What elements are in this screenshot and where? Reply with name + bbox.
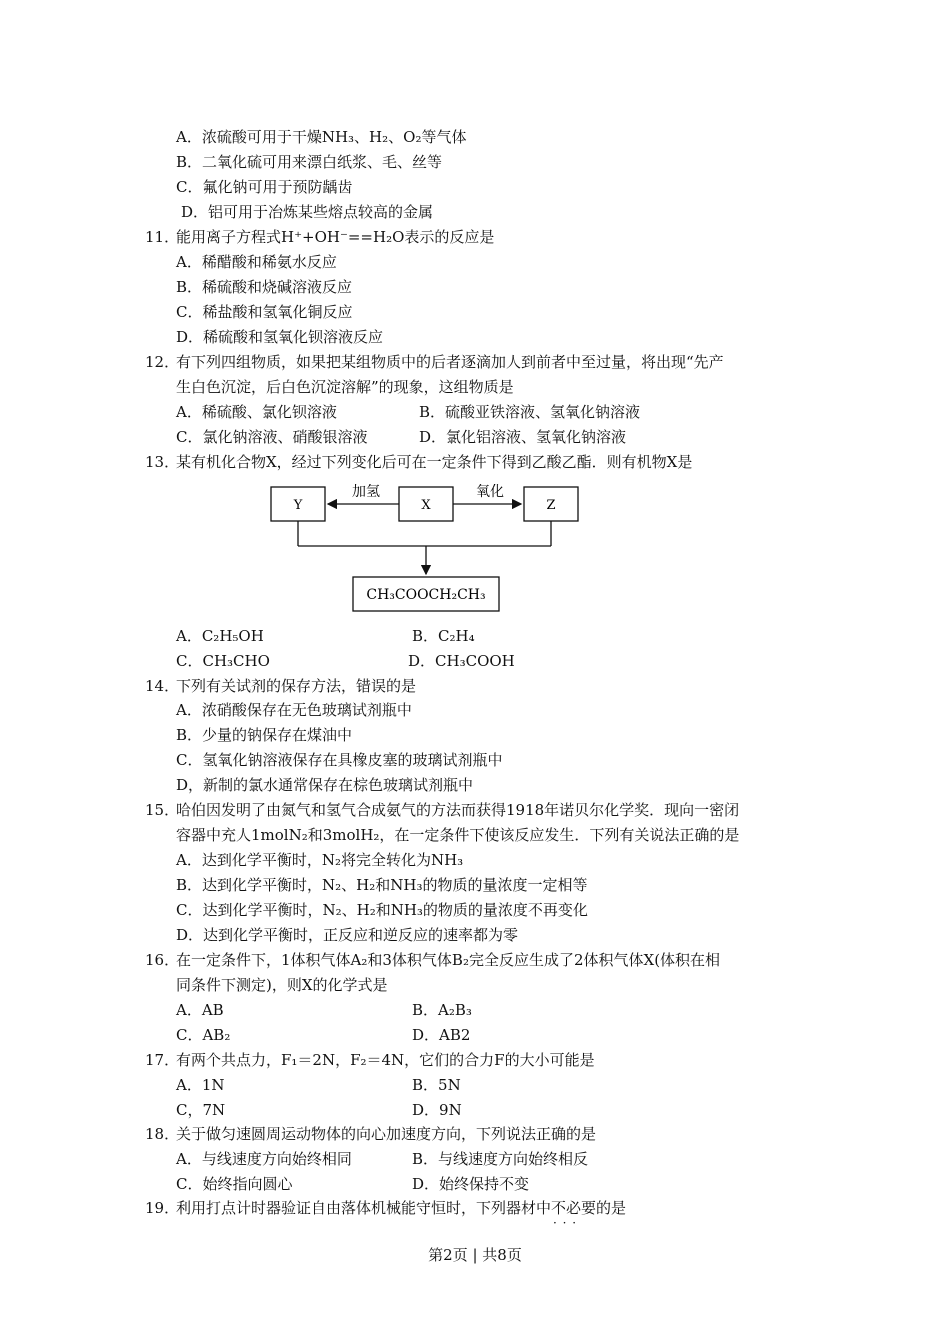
q12-text-1: 有下列四组物质，如果把某组物质中的后者逐滴加人到前者中至过量，将出现“先产 <box>176 353 724 371</box>
q15-stem-line1 <box>145 800 739 820</box>
q16-number: 16． <box>145 951 180 969</box>
q14-option-d: D，新制的氯水通常保存在棕色玻璃试剂瓶中 <box>176 776 474 794</box>
q17-number: 17． <box>145 1051 180 1069</box>
q12-option-a: A．稀硫酸、氯化钡溶液 <box>176 403 337 421</box>
q16-option-a: A．AB <box>176 1001 224 1019</box>
q12-option-c: C．氯化钠溶液、硝酸银溶液 <box>176 428 368 446</box>
q18-number: 18． <box>145 1125 180 1143</box>
q17-option-d: D．9N <box>412 1101 462 1119</box>
box-y-label: Y <box>293 498 303 513</box>
q10-option-d: D．铝可用于冶炼某些熔点较高的金属 <box>181 203 434 221</box>
q19-stem <box>145 1198 626 1218</box>
q15-option-d: D．达到化学平衡时，正反应和逆反应的速率都为零 <box>176 926 519 944</box>
q10-option-c: C．氟化钠可用于预防龋齿 <box>176 178 353 196</box>
oxidation-label: 氧化 <box>476 484 504 500</box>
q13-number: 13． <box>145 453 180 471</box>
q11-number: 11． <box>145 228 180 246</box>
q13-text: 某有机化合物X，经过下列变化后可在一定条件下得到乙酸乙酯．则有机物X是 <box>176 453 693 471</box>
q17-option-b: B．5N <box>412 1076 461 1094</box>
q17-stem <box>145 1050 595 1070</box>
box-z-label: Z <box>546 498 556 513</box>
hydrogenation-label: 加氢 <box>352 484 380 500</box>
product-label: CH₃COOCH₂CH₃ <box>366 587 486 603</box>
q16-stem-line1 <box>145 950 720 970</box>
q16-option-d: D．AB2 <box>412 1026 471 1044</box>
reaction-flow-diagram <box>270 484 582 614</box>
q12-option-d: D．氯化铝溶液、氢氧化钠溶液 <box>419 428 627 446</box>
q11-option-a: A．稀醋酸和稀氨水反应 <box>176 253 337 271</box>
q15-option-b: B．达到化学平衡时，N₂、H₂和NH₃的物质的量浓度一定相等 <box>176 876 588 894</box>
q11-option-d: D．稀硫酸和氢氧化钡溶液反应 <box>176 328 384 346</box>
q17-option-a: A．1N <box>176 1076 225 1094</box>
q18-option-c: C．始终指向圆心 <box>176 1175 293 1193</box>
q14-option-a: A．浓硝酸保存在无色玻璃试剂瓶中 <box>176 701 412 719</box>
q12-option-b: B．硫酸亚铁溶液、氢氧化钠溶液 <box>419 403 641 421</box>
q16-text-1: 在一定条件下，1体积气体A₂和3体积气体B₂完全反应生成了2体积气体X(体积在相 <box>176 951 721 969</box>
q19-emphasis: 不必要 · · · <box>551 1199 596 1217</box>
q14-text: 下列有关试剂的保存方法，错误的是 <box>176 677 417 695</box>
q10-option-b: B．二氧化硫可用来漂白纸浆、毛、丝等 <box>176 153 443 171</box>
q13-option-d: D．CH₃COOH <box>408 652 515 670</box>
q14-number: 14． <box>145 677 180 695</box>
q12-stem-line2: 生白色沉淀，后白色沉淀溶解”的现象，这组物质是 <box>176 378 514 396</box>
q19-text-pre: 利用打点计时器验证自由落体机械能守恒时，下列器材中 <box>176 1199 552 1217</box>
q12-number: 12． <box>145 353 180 371</box>
q15-number: 15． <box>145 801 180 819</box>
q16-stem-line2: 同条件下测定)，则X的化学式是 <box>176 976 388 994</box>
q19-number: 19． <box>145 1199 180 1217</box>
q18-text: 关于做匀速圆周运动物体的向心加速度方向，下列说法正确的是 <box>176 1125 597 1143</box>
q17-text: 有两个共点力，F₁＝2N，F₂＝4N，它们的合力F的大小可能是 <box>176 1051 595 1069</box>
q10-option-a: A．浓硫酸可用于干燥NH₃、H₂、O₂等气体 <box>176 128 467 146</box>
q11-stem <box>145 227 494 247</box>
q15-option-a: A．达到化学平衡时，N₂将完全转化为NH₃ <box>176 851 464 869</box>
q18-option-b: B．与线速度方向始终相反 <box>412 1150 589 1168</box>
q13-option-a: A．C₂H₅OH <box>176 627 264 645</box>
q13-option-b: B．C₂H₄ <box>412 627 475 645</box>
q16-option-b: B．A₂B₃ <box>412 1001 472 1019</box>
q14-option-c: C．氢氧化钠溶液保存在具橡皮塞的玻璃试剂瓶中 <box>176 751 503 769</box>
q18-stem <box>145 1124 596 1144</box>
q15-option-c: C．达到化学平衡时，N₂、H₂和NH₃的物质的量浓度不再变化 <box>176 901 588 919</box>
q13-option-c: C．CH₃CHO <box>176 652 270 670</box>
q18-option-a: A．与线速度方向始终相同 <box>176 1150 352 1168</box>
q11-option-b: B．稀硫酸和烧碱溶液反应 <box>176 278 353 296</box>
q19-text-post: 的是 <box>596 1199 627 1217</box>
q14-option-b: B．少量的钠保存在煤油中 <box>176 726 353 744</box>
q14-stem <box>145 676 416 696</box>
page-footer: 第2页 | 共8页 <box>428 1246 522 1264</box>
q13-stem <box>145 452 692 472</box>
q15-text-1: 哈伯因发明了由氮气和氢气合成氨气的方法而获得1918年诺贝尔化学奖．现向一密闭 <box>176 801 740 819</box>
box-x-label: X <box>421 498 431 513</box>
q11-option-c: C．稀盐酸和氢氧化铜反应 <box>176 303 353 321</box>
q12-stem-line1 <box>145 352 724 372</box>
q18-option-d: D．始终保持不变 <box>412 1175 530 1193</box>
q16-option-c: C．AB₂ <box>176 1026 231 1044</box>
q17-option-c: C，7N <box>176 1101 226 1119</box>
q11-text: 能用离子方程式H⁺+OH⁻==H₂O表示的反应是 <box>176 228 495 246</box>
q15-stem-line2: 容器中充人1molN₂和3molH₂，在一定条件下使该反应发生．下列有关说法正确的是 <box>176 826 740 844</box>
